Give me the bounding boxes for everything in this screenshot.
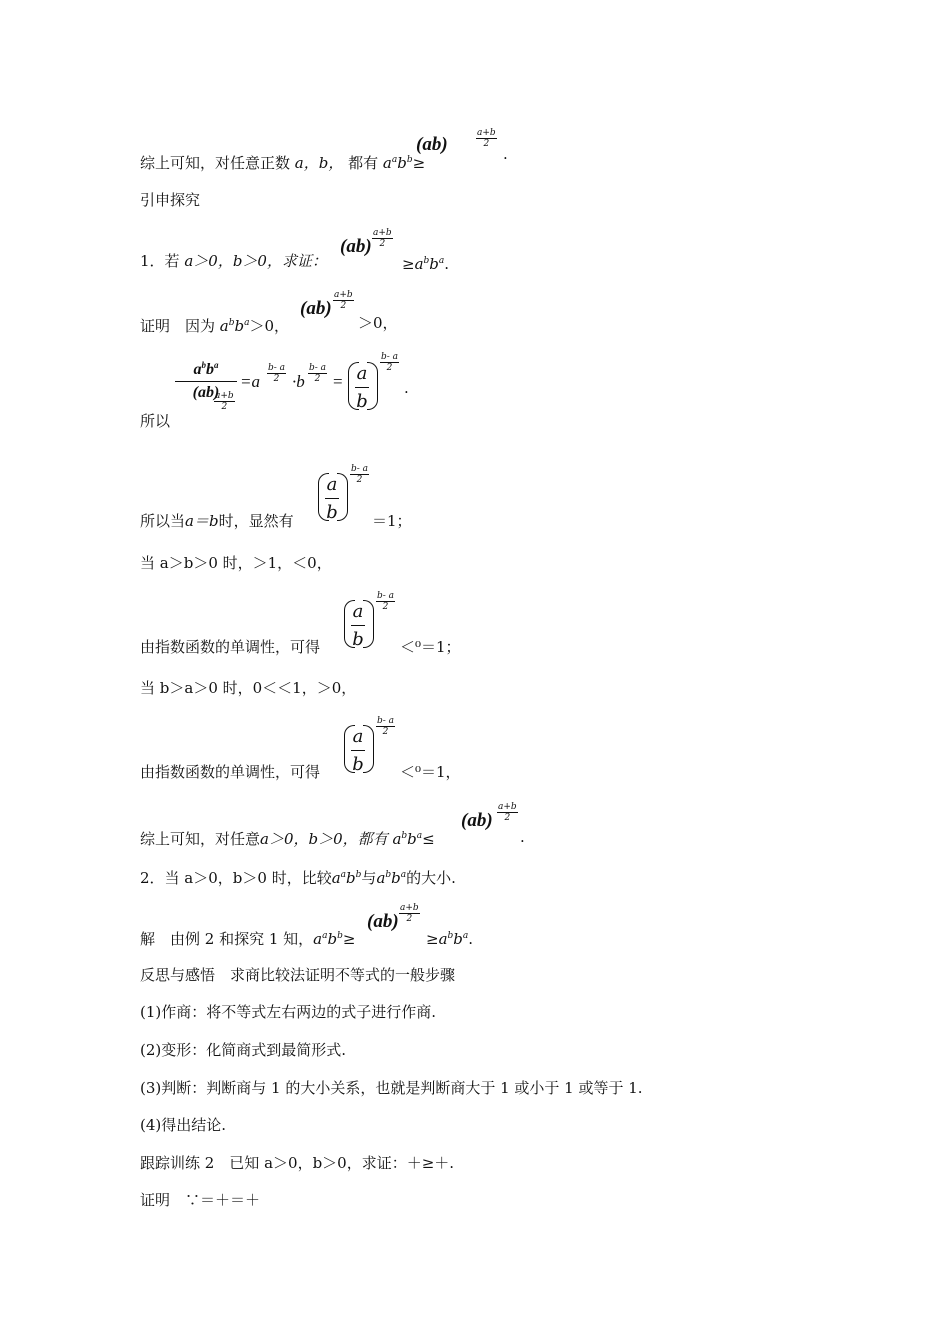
formula-ab-power-4: (ab): [461, 810, 493, 831]
formula-ab-power-3: (ab): [300, 298, 332, 319]
ab-base: (ab): [416, 134, 448, 155]
problem-1: 1．若 a＞0，b＞0，求证：: [140, 252, 327, 270]
summary-line-1: 综上可知，对任意正数 a，b， 都有 $a^ab^b\ge$: [140, 154, 426, 172]
ge-sign: ≥: [412, 154, 426, 172]
exponent: a+b 2: [400, 903, 419, 924]
problem-2: 2．当 a＞0，b＞0 时，比较$a^ab^b$与$a^bb^a$的大小.: [140, 869, 456, 887]
step-2: (2)变形：化简商式到最简形式.: [140, 1041, 347, 1059]
a-over-b: a b: [356, 363, 368, 412]
period: .: [520, 828, 525, 846]
equals-one: ＝1；: [372, 512, 412, 530]
exponent: b- a 2: [377, 591, 395, 612]
formula-ab-power-1: [416, 134, 448, 156]
problem-1-rhs: $\ge a^bb^a$.: [402, 255, 450, 273]
exponent: b- a 2: [351, 464, 369, 485]
case-a-gt-b: 当 a＞b＞0 时，＞1，＜0，: [140, 554, 332, 572]
a-over-b: a b: [326, 474, 338, 523]
lt-one: ＜⁰＝1，: [400, 763, 461, 781]
equals-sign: =: [333, 372, 343, 391]
lt-one: ＜⁰＝1；: [400, 638, 461, 656]
exponent: a+b 2: [334, 290, 353, 311]
exponent: b- a 2: [268, 363, 286, 384]
section-title: 引申探究: [140, 191, 201, 209]
formula-ab-power-2: (ab): [340, 236, 372, 257]
reflection-title: 反思与感悟 求商比较法证明不等式的一般步骤: [140, 966, 456, 984]
monotonic-1: 由指数函数的单调性，可得: [140, 638, 321, 656]
exponent: a+b 2: [498, 802, 517, 823]
period: .: [503, 145, 508, 163]
monotonic-2: 由指数函数的单调性，可得: [140, 763, 321, 781]
quotient-fraction: $a^bb^a$ (ab): [175, 360, 237, 402]
case-equal: 所以当a＝b时，显然有: [140, 512, 294, 530]
solution: 解 由例 2 和探究 1 知，$a^ab^b\ge$: [140, 930, 356, 948]
right-paren: [363, 725, 374, 773]
exponent: a+b 2: [477, 128, 496, 149]
exponent: a+b 2: [215, 391, 234, 412]
step-3: (3)判断：判断商与 1 的大小关系，也就是判断商大于 1 或小于 1 或等于 1.: [140, 1079, 643, 1097]
right-paren: [367, 362, 378, 410]
suoyi: 所以: [140, 412, 171, 430]
text: a，b，: [294, 154, 344, 172]
gt-zero: ＞0，: [358, 314, 398, 332]
exponent: b- a 2: [309, 363, 327, 384]
exponent: b- a 2: [381, 352, 399, 373]
conclusion: 综上可知，对任意a＞0，b＞0，都有 $a^bb^a\le$: [140, 830, 435, 848]
right-paren: [363, 600, 374, 648]
exponent: a+b 2: [373, 228, 392, 249]
step-4: (4)得出结论.: [140, 1116, 227, 1134]
step-1: (1)作商：将不等式左右两边的式子进行作商.: [140, 1003, 437, 1021]
period: .: [404, 379, 409, 397]
right-paren: [337, 473, 348, 521]
text: 都有: [348, 154, 379, 172]
training-2: 跟踪训练 2 已知 a＞0，b＞0，求证：＋≥＋.: [140, 1154, 455, 1172]
formula-ab-power-5: (ab): [367, 911, 399, 932]
solution-rhs: $\ge a^bb^a$.: [426, 930, 474, 948]
case-b-gt-a: 当 b＞a＞0 时，0＜＜1，＞0，: [140, 679, 357, 697]
times-b-power: ·b: [292, 372, 305, 391]
a-over-b: a b: [352, 726, 364, 775]
proof-line: 证明 因为 $a^bb^a>0$，: [140, 317, 290, 335]
text: 综上可知，对任意正数: [140, 154, 291, 172]
exponent: b- a 2: [377, 716, 395, 737]
equals-a-power: =a: [240, 372, 260, 391]
proof-2: 证明 ∵＝＋＝＋: [140, 1191, 261, 1209]
a-over-b: a b: [352, 601, 364, 650]
